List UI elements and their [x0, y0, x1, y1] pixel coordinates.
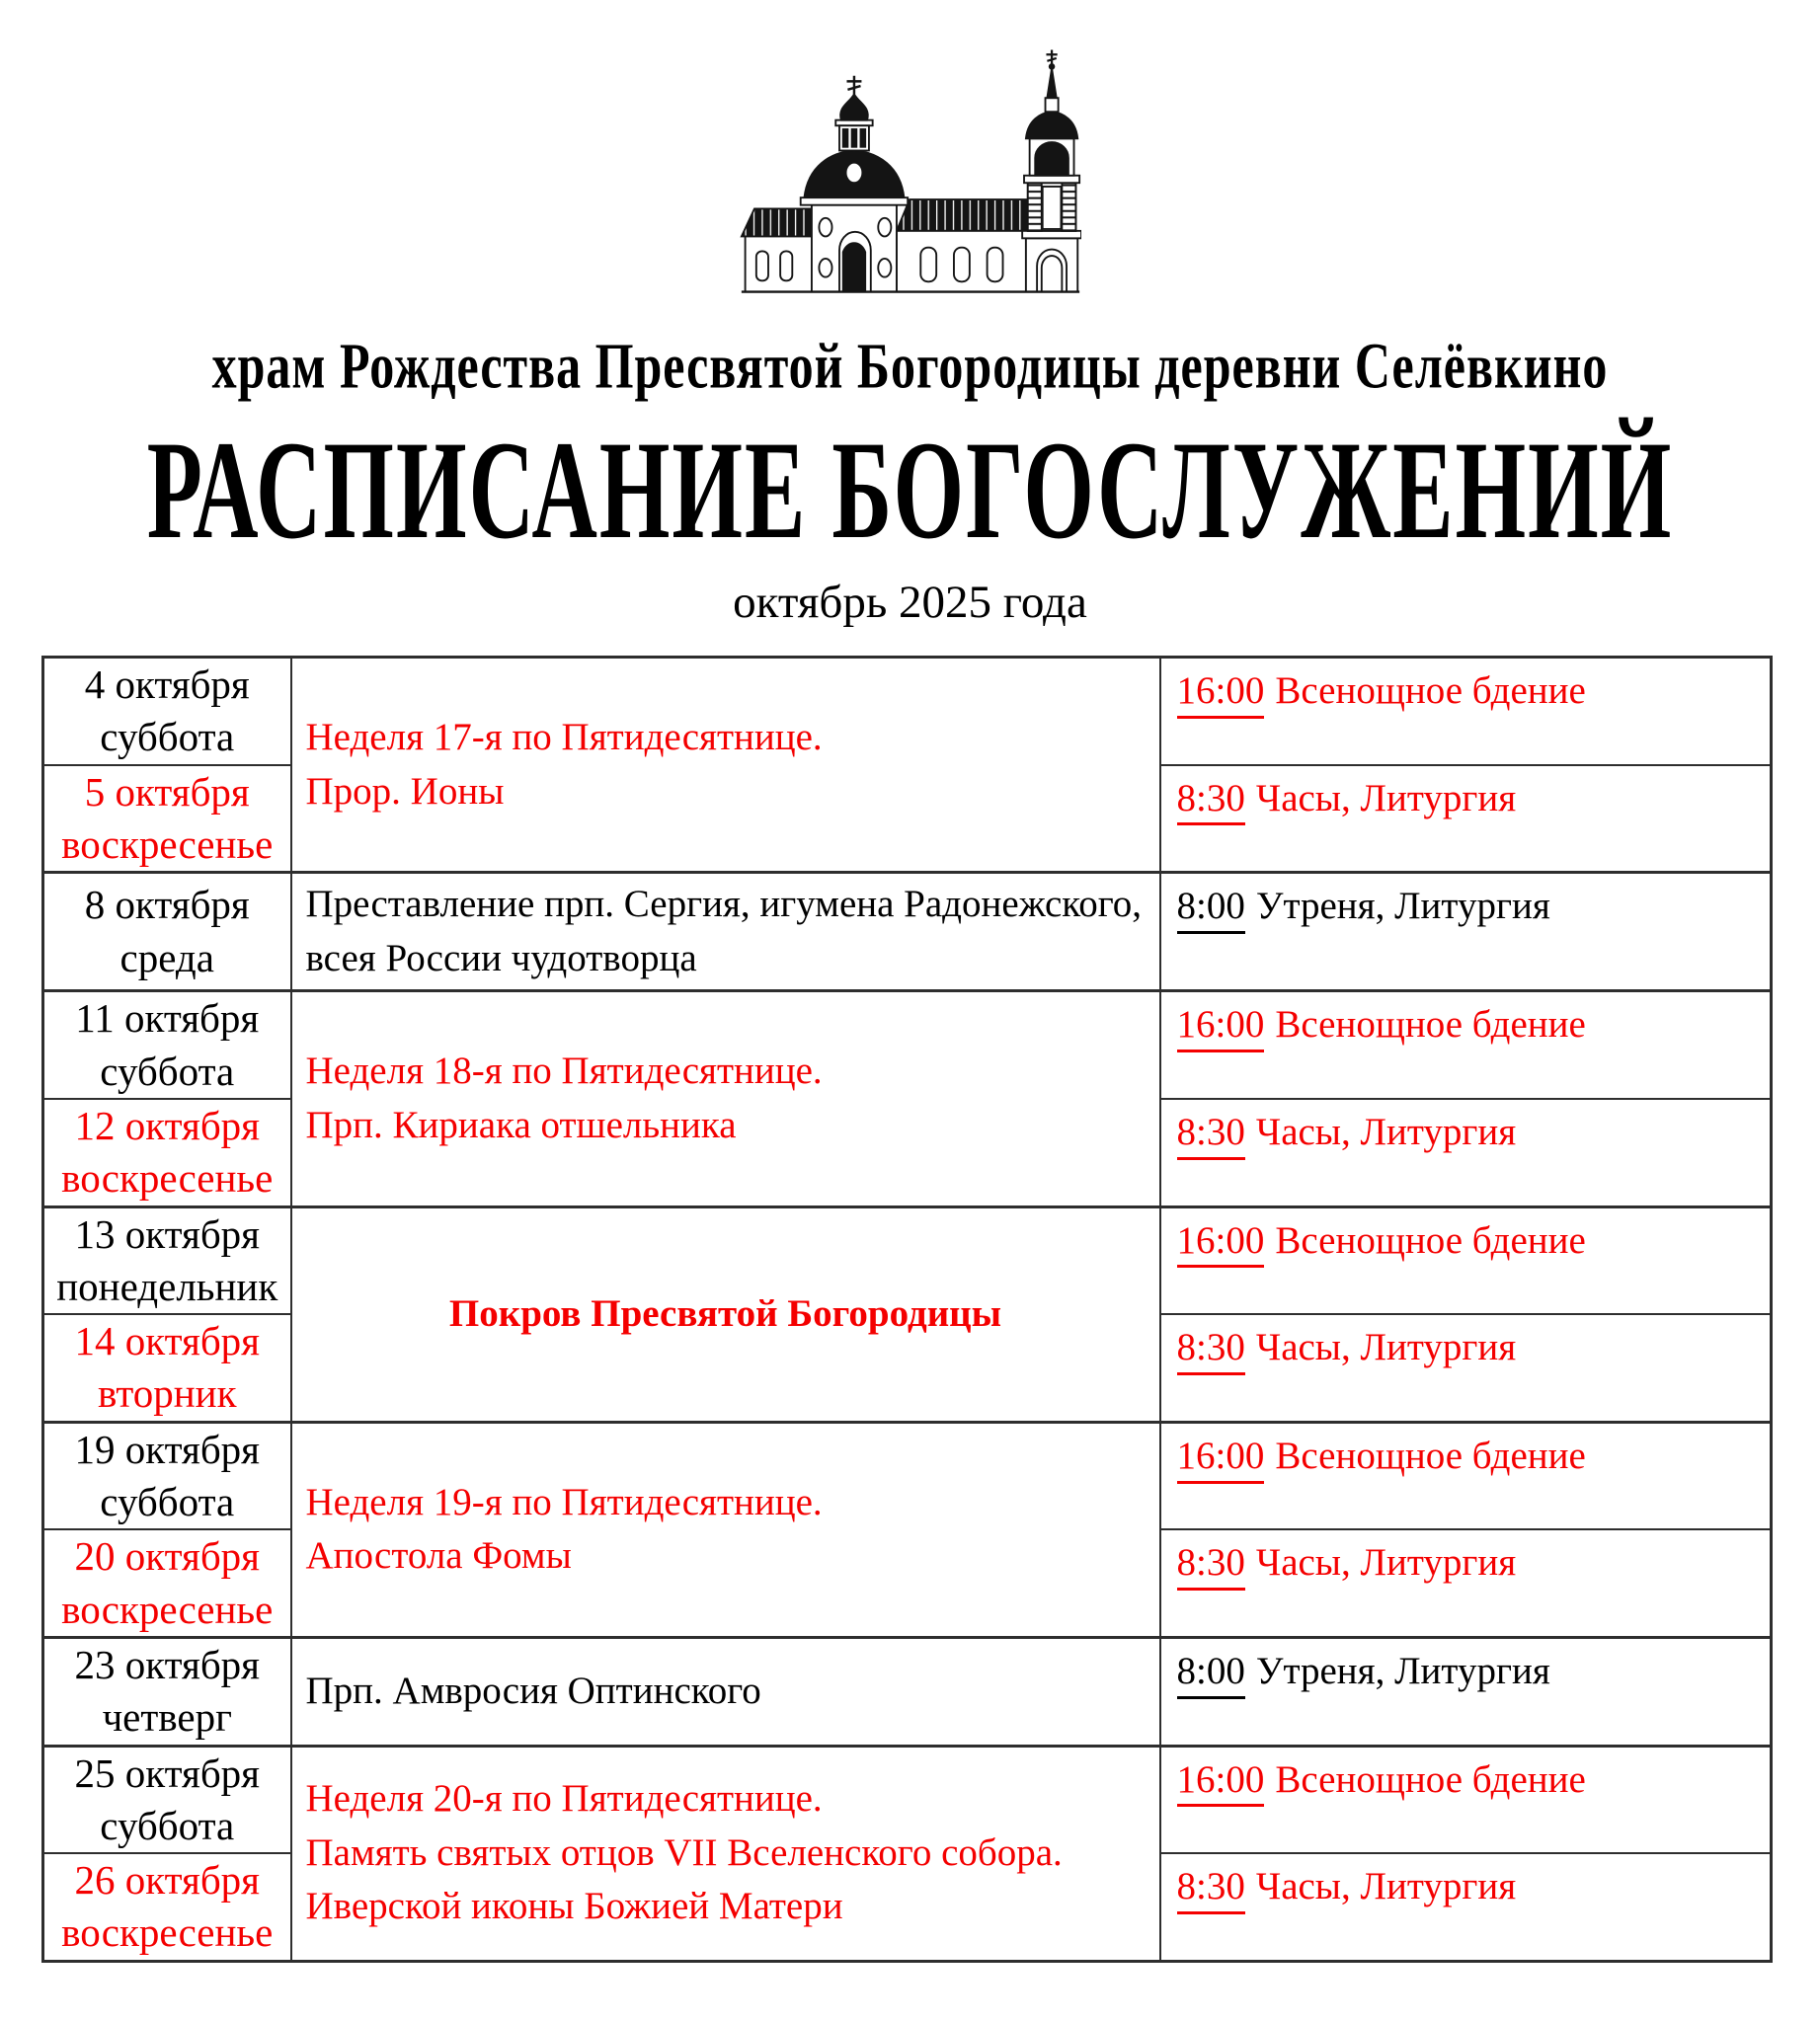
date-text: 13 октября — [74, 1210, 261, 1257]
day-text: суббота — [100, 714, 235, 760]
date-text: 12 октября — [74, 1102, 261, 1148]
date-text: 11 октября — [75, 995, 260, 1042]
date-cell — [43, 1206, 291, 1314]
service-name: Часы, Литургия — [1255, 1326, 1517, 1369]
description-line: Неделя 19-я по Пятидесятнице. — [305, 1480, 823, 1523]
service-name: Утреня, Литургия — [1255, 1649, 1550, 1692]
service-time: 8:00 — [1177, 884, 1245, 934]
date-cell — [43, 1529, 291, 1637]
date-cell — [43, 1637, 291, 1746]
service-name: Утреня, Литургия — [1255, 885, 1550, 928]
table-row — [43, 991, 1772, 1099]
description-cell — [291, 1746, 1160, 1961]
table-row — [43, 1422, 1772, 1529]
description-cell — [291, 991, 1160, 1206]
date-cell — [43, 873, 291, 991]
day-text: четверг — [102, 1694, 232, 1741]
description-line: Прп. Кириака отшельника — [305, 1103, 737, 1146]
date-cell — [43, 1853, 291, 1961]
church-icon — [740, 45, 1081, 298]
description-cell — [291, 1206, 1160, 1422]
service-time: 8:30 — [1177, 1325, 1245, 1375]
time-cell — [1160, 1099, 1772, 1206]
page-title: РАСПИСАНИЕ БОГОСЛУЖЕНИЙ — [146, 411, 1674, 569]
date-cell — [43, 1746, 291, 1853]
day-text: воскресенье — [61, 1909, 274, 1956]
table-row — [43, 658, 1772, 765]
time-cell — [1160, 1422, 1772, 1529]
time-cell — [1160, 1529, 1772, 1637]
service-name: Всенощное бдение — [1275, 1218, 1586, 1262]
day-text: воскресенье — [61, 1155, 274, 1202]
day-text: воскресенье — [61, 820, 274, 867]
date-text: 5 октября — [84, 768, 250, 815]
time-cell — [1160, 1314, 1772, 1422]
schedule-month: октябрь 2025 года — [733, 577, 1087, 628]
description-cell — [291, 1422, 1160, 1637]
description-cell — [291, 873, 1160, 991]
date-text: 23 октября — [74, 1641, 261, 1687]
service-time: 8:30 — [1177, 1110, 1245, 1160]
date-cell — [43, 765, 291, 873]
service-time: 16:00 — [1177, 1434, 1265, 1484]
date-cell — [43, 991, 291, 1099]
service-name: Всенощное бдение — [1275, 1434, 1586, 1477]
service-time: 8:30 — [1177, 776, 1245, 826]
service-time: 16:00 — [1177, 1757, 1265, 1808]
table-row — [43, 1637, 1772, 1746]
day-text: суббота — [100, 1479, 235, 1525]
service-name: Всенощное бдение — [1275, 669, 1586, 712]
day-text: вторник — [97, 1370, 237, 1417]
day-text: суббота — [100, 1048, 235, 1094]
service-time: 8:30 — [1177, 1540, 1245, 1591]
description-cell — [291, 658, 1160, 873]
description-line: Апостола Фомы — [305, 1534, 572, 1578]
table-row — [43, 873, 1772, 991]
description-line: Прор. Ионы — [305, 769, 505, 813]
description-line: Неделя 18-я по Пятидесятнице. — [305, 1050, 823, 1093]
time-cell — [1160, 658, 1772, 765]
service-time: 16:00 — [1177, 1002, 1265, 1052]
description-line: Иверской иконы Божией Матери — [305, 1885, 843, 1928]
description-cell — [291, 1637, 1160, 1746]
time-cell — [1160, 873, 1772, 991]
time-cell — [1160, 1206, 1772, 1314]
description-line: Неделя 17-я по Пятидесятнице. — [305, 716, 823, 758]
service-name: Часы, Литургия — [1255, 776, 1517, 819]
time-cell — [1160, 991, 1772, 1099]
service-name: Часы, Литургия — [1255, 1865, 1517, 1908]
service-time: 8:00 — [1177, 1649, 1245, 1699]
time-cell — [1160, 1746, 1772, 1853]
date-cell — [43, 1099, 291, 1206]
church-name: храм Рождества Пресвятой Богородицы деревни Селёвкино — [211, 329, 1609, 402]
table-row — [43, 1746, 1772, 1853]
service-time: 8:30 — [1177, 1864, 1245, 1914]
description-line: Преставление прп. Сергия, игумена Радонежского, всея России чудотворца — [305, 883, 1142, 979]
date-text: 26 октября — [74, 1857, 261, 1904]
service-time: 16:00 — [1177, 668, 1265, 719]
day-text: суббота — [100, 1802, 235, 1848]
date-text: 4 октября — [84, 661, 250, 707]
date-text: 14 октября — [74, 1318, 261, 1364]
description-line: Покров Пресвятой Богородицы — [448, 1291, 1002, 1335]
time-cell — [1160, 1637, 1772, 1746]
description-line: Неделя 20-я по Пятидесятнице. — [305, 1777, 823, 1821]
service-name: Часы, Литургия — [1255, 1110, 1517, 1153]
day-text: воскресенье — [61, 1586, 274, 1632]
date-text: 8 октября — [84, 882, 250, 928]
service-name: Всенощное бдение — [1275, 1003, 1586, 1047]
time-cell — [1160, 1853, 1772, 1961]
day-text: понедельник — [56, 1263, 278, 1309]
service-time: 16:00 — [1177, 1218, 1265, 1269]
time-cell — [1160, 765, 1772, 873]
service-name: Всенощное бдение — [1275, 1757, 1586, 1801]
date-text: 25 октября — [74, 1750, 261, 1796]
date-text: 19 октября — [74, 1426, 261, 1472]
church-illustration — [740, 45, 1081, 298]
date-text: 20 октября — [74, 1533, 261, 1580]
description-line: Память святых отцов VII Вселенского собора. — [305, 1830, 1063, 1874]
schedule-table — [41, 656, 1773, 1963]
day-text: среда — [119, 934, 214, 980]
table-row — [43, 1206, 1772, 1314]
date-cell — [43, 658, 291, 765]
date-cell — [43, 1314, 291, 1422]
description-line: Прп. Амвросия Оптинского — [305, 1669, 761, 1712]
date-cell — [43, 1422, 291, 1529]
service-name: Часы, Литургия — [1255, 1541, 1517, 1585]
